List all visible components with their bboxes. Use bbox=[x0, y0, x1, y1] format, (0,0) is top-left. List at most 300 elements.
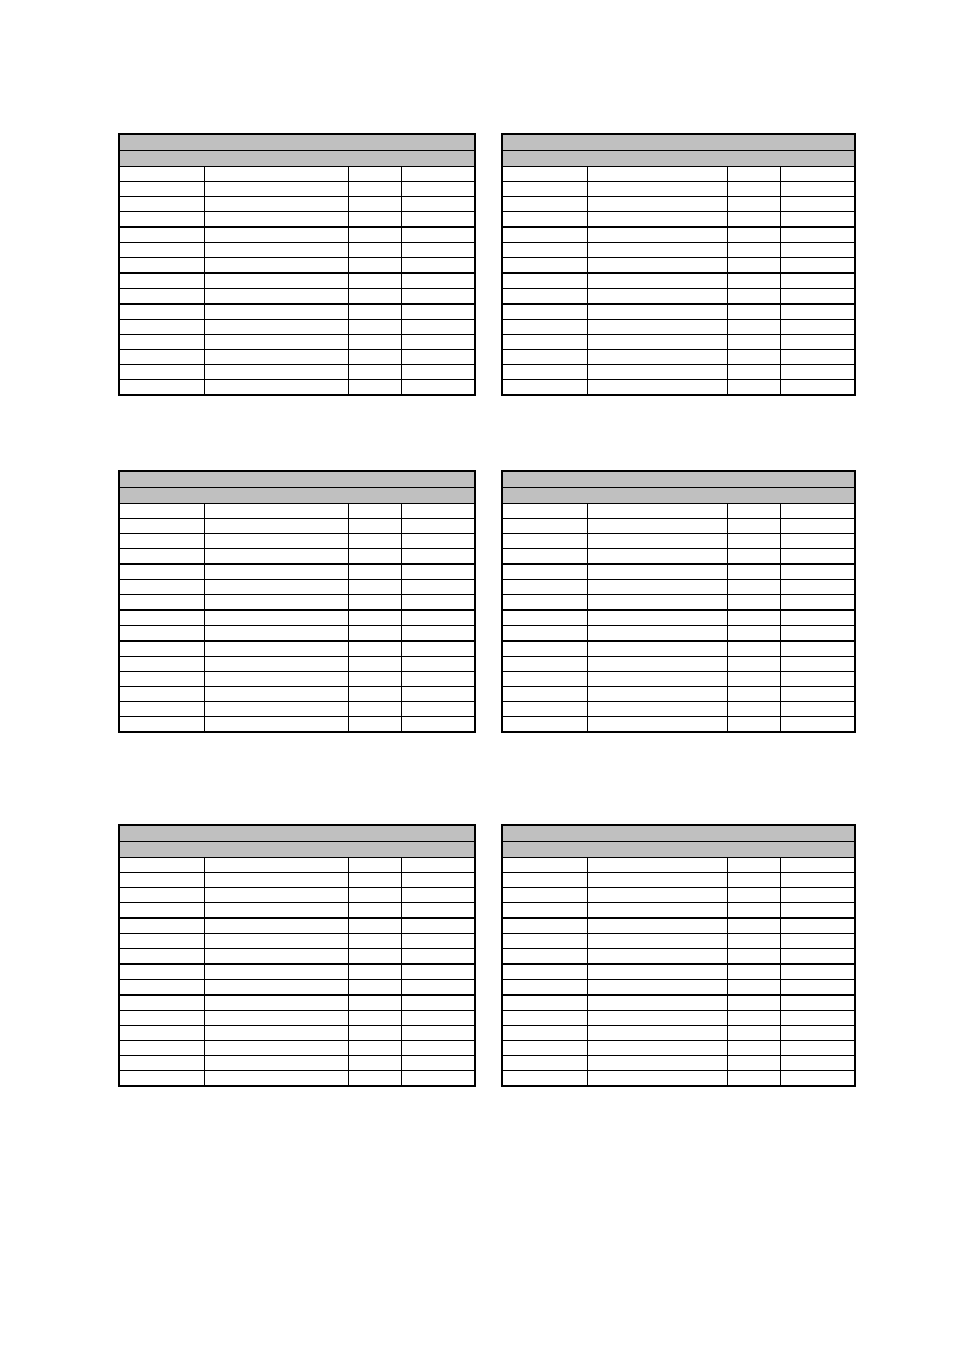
header-row bbox=[119, 504, 475, 519]
column-header bbox=[348, 504, 401, 519]
table-cell bbox=[587, 1041, 727, 1056]
table-row bbox=[502, 258, 855, 274]
table-cell bbox=[204, 934, 348, 949]
table-cell bbox=[587, 903, 727, 919]
table-cell bbox=[401, 258, 475, 274]
table-cell bbox=[119, 243, 204, 258]
table-row bbox=[119, 1041, 475, 1056]
table-cell bbox=[348, 304, 401, 320]
table-cell bbox=[587, 995, 727, 1011]
column-header bbox=[401, 504, 475, 519]
table-cell bbox=[401, 1011, 475, 1026]
table-row bbox=[119, 610, 475, 626]
table-cell bbox=[502, 873, 587, 888]
table-cell bbox=[587, 964, 727, 980]
table-cell bbox=[119, 995, 204, 1011]
table-cell bbox=[780, 657, 855, 672]
data-table bbox=[118, 824, 476, 1087]
table-cell bbox=[348, 549, 401, 565]
table-cell bbox=[348, 873, 401, 888]
table-cell bbox=[502, 320, 587, 335]
table-row bbox=[502, 980, 855, 996]
table-cell bbox=[780, 1071, 855, 1087]
table-cell bbox=[780, 197, 855, 212]
table-cell bbox=[780, 304, 855, 320]
table-cell bbox=[401, 212, 475, 228]
table-cell bbox=[502, 519, 587, 534]
table-subtitle bbox=[119, 488, 475, 504]
table-cell bbox=[780, 227, 855, 243]
table-cell bbox=[727, 702, 780, 717]
table-cell bbox=[502, 964, 587, 980]
column-header bbox=[727, 858, 780, 873]
table-cell bbox=[587, 564, 727, 580]
column-header bbox=[204, 858, 348, 873]
table-cell bbox=[502, 610, 587, 626]
table-cell bbox=[587, 934, 727, 949]
table-row bbox=[119, 212, 475, 228]
table-cell bbox=[348, 964, 401, 980]
table-cell bbox=[204, 534, 348, 549]
table-cell bbox=[727, 243, 780, 258]
table-cell bbox=[502, 273, 587, 289]
table-row bbox=[119, 918, 475, 934]
table-cell bbox=[502, 903, 587, 919]
table-cell bbox=[401, 657, 475, 672]
table-row bbox=[119, 1056, 475, 1071]
table-cell bbox=[727, 964, 780, 980]
table-cell bbox=[119, 258, 204, 274]
table-cell bbox=[727, 934, 780, 949]
data-table bbox=[501, 470, 856, 733]
table-cell bbox=[204, 903, 348, 919]
table-cell bbox=[727, 350, 780, 365]
table-cell bbox=[780, 564, 855, 580]
column-header bbox=[780, 504, 855, 519]
table-cell bbox=[587, 212, 727, 228]
table-cell bbox=[502, 365, 587, 380]
table-title bbox=[502, 825, 855, 842]
table-cell bbox=[119, 1026, 204, 1041]
table-title bbox=[502, 134, 855, 151]
table-cell bbox=[587, 626, 727, 642]
table-cell bbox=[780, 534, 855, 549]
column-header bbox=[587, 504, 727, 519]
table-cell bbox=[348, 918, 401, 934]
table-cell bbox=[587, 610, 727, 626]
table-cell bbox=[119, 964, 204, 980]
table-cell bbox=[780, 873, 855, 888]
table-row bbox=[119, 595, 475, 611]
table-row bbox=[119, 964, 475, 980]
table-cell bbox=[119, 717, 204, 733]
table-cell bbox=[348, 320, 401, 335]
table-row bbox=[502, 365, 855, 380]
table-cell bbox=[780, 1026, 855, 1041]
table-cell bbox=[502, 182, 587, 197]
table-cell bbox=[204, 350, 348, 365]
data-table bbox=[118, 470, 476, 733]
table-cell bbox=[204, 212, 348, 228]
table-cell bbox=[587, 182, 727, 197]
table-subtitle bbox=[502, 488, 855, 504]
table-cell bbox=[401, 949, 475, 965]
table-cell bbox=[780, 888, 855, 903]
table-cell bbox=[204, 626, 348, 642]
table-cell bbox=[204, 258, 348, 274]
table-cell bbox=[348, 903, 401, 919]
table-row bbox=[502, 380, 855, 396]
table-cell bbox=[780, 1056, 855, 1071]
table-row bbox=[119, 873, 475, 888]
table-subtitle bbox=[502, 842, 855, 858]
table-row bbox=[502, 534, 855, 549]
table-cell bbox=[401, 580, 475, 595]
table-cell bbox=[727, 672, 780, 687]
table-cell bbox=[780, 964, 855, 980]
table-subtitle bbox=[119, 842, 475, 858]
table-cell bbox=[502, 212, 587, 228]
table-cell bbox=[780, 949, 855, 965]
table-cell bbox=[401, 980, 475, 996]
table-cell bbox=[204, 657, 348, 672]
table-cell bbox=[587, 580, 727, 595]
table-cell bbox=[502, 1071, 587, 1087]
table-cell bbox=[587, 519, 727, 534]
table-cell bbox=[727, 1056, 780, 1071]
table-cell bbox=[502, 980, 587, 996]
table-cell bbox=[348, 258, 401, 274]
table-cell bbox=[502, 918, 587, 934]
table-cell bbox=[780, 380, 855, 396]
table-row bbox=[502, 903, 855, 919]
table-cell bbox=[727, 564, 780, 580]
table-cell bbox=[401, 717, 475, 733]
table-cell bbox=[502, 595, 587, 611]
table-cell bbox=[587, 258, 727, 274]
table-cell bbox=[119, 687, 204, 702]
table-cell bbox=[727, 182, 780, 197]
table-cell bbox=[502, 243, 587, 258]
table-cell bbox=[204, 243, 348, 258]
table-cell bbox=[502, 564, 587, 580]
table-cell bbox=[780, 1011, 855, 1026]
table-cell bbox=[502, 1041, 587, 1056]
table-cell bbox=[401, 335, 475, 350]
table-cell bbox=[119, 610, 204, 626]
table-cell bbox=[401, 365, 475, 380]
table-cell bbox=[401, 873, 475, 888]
table-cell bbox=[587, 1011, 727, 1026]
table-cell bbox=[727, 641, 780, 657]
table-cell bbox=[119, 273, 204, 289]
table-row bbox=[119, 304, 475, 320]
table-cell bbox=[502, 949, 587, 965]
table-cell bbox=[348, 1026, 401, 1041]
table-cell bbox=[204, 995, 348, 1011]
table-cell bbox=[119, 227, 204, 243]
table-cell bbox=[502, 672, 587, 687]
table-cell bbox=[348, 934, 401, 949]
table-cell bbox=[780, 273, 855, 289]
table-cell bbox=[348, 289, 401, 305]
table-cell bbox=[348, 227, 401, 243]
table-cell bbox=[587, 1056, 727, 1071]
table-row bbox=[119, 717, 475, 733]
table-row bbox=[502, 918, 855, 934]
table-row bbox=[502, 610, 855, 626]
table-cell bbox=[204, 1026, 348, 1041]
table-cell bbox=[204, 672, 348, 687]
table-cell bbox=[119, 519, 204, 534]
table-cell bbox=[401, 934, 475, 949]
table-cell bbox=[348, 1041, 401, 1056]
table-cell bbox=[780, 580, 855, 595]
table-row bbox=[502, 717, 855, 733]
table-cell bbox=[727, 258, 780, 274]
header-row bbox=[502, 858, 855, 873]
table-row bbox=[119, 888, 475, 903]
table-row bbox=[119, 350, 475, 365]
table-cell bbox=[119, 934, 204, 949]
table-cell bbox=[119, 212, 204, 228]
table-cell bbox=[348, 1071, 401, 1087]
table-cell bbox=[204, 687, 348, 702]
data-table bbox=[118, 133, 476, 396]
table-cell bbox=[348, 380, 401, 396]
table-cell bbox=[348, 672, 401, 687]
table-cell bbox=[119, 657, 204, 672]
table-cell bbox=[780, 702, 855, 717]
table-cell bbox=[727, 197, 780, 212]
table-cell bbox=[204, 702, 348, 717]
column-header bbox=[348, 167, 401, 182]
table-row bbox=[502, 212, 855, 228]
table-cell bbox=[780, 903, 855, 919]
table-row bbox=[119, 672, 475, 687]
table-row bbox=[502, 519, 855, 534]
table-row bbox=[119, 289, 475, 305]
table-cell bbox=[502, 702, 587, 717]
table-cell bbox=[119, 304, 204, 320]
table-cell bbox=[119, 1056, 204, 1071]
table-cell bbox=[348, 365, 401, 380]
table-row bbox=[502, 626, 855, 642]
table-cell bbox=[401, 549, 475, 565]
table-cell bbox=[780, 258, 855, 274]
table-cell bbox=[204, 595, 348, 611]
table-cell bbox=[502, 335, 587, 350]
table-cell bbox=[727, 610, 780, 626]
table-row bbox=[502, 580, 855, 595]
table-row bbox=[502, 289, 855, 305]
table-cell bbox=[587, 243, 727, 258]
column-header bbox=[587, 858, 727, 873]
table-cell bbox=[587, 335, 727, 350]
table-cell bbox=[348, 243, 401, 258]
table-cell bbox=[119, 949, 204, 965]
table-cell bbox=[780, 243, 855, 258]
table-cell bbox=[727, 380, 780, 396]
table-cell bbox=[780, 350, 855, 365]
table-cell bbox=[119, 580, 204, 595]
table-title bbox=[119, 825, 475, 842]
table-cell bbox=[727, 227, 780, 243]
table-cell bbox=[401, 888, 475, 903]
table-cell bbox=[204, 335, 348, 350]
table-cell bbox=[348, 980, 401, 996]
table-cell bbox=[727, 717, 780, 733]
table-cell bbox=[780, 918, 855, 934]
column-header bbox=[502, 167, 587, 182]
table-cell bbox=[780, 289, 855, 305]
table-cell bbox=[780, 626, 855, 642]
table-cell bbox=[204, 980, 348, 996]
table-cell bbox=[780, 549, 855, 565]
table-cell bbox=[587, 350, 727, 365]
table-cell bbox=[401, 964, 475, 980]
table-cell bbox=[401, 595, 475, 611]
table-cell bbox=[587, 534, 727, 549]
table-cell bbox=[348, 657, 401, 672]
table-row bbox=[119, 1071, 475, 1087]
table-cell bbox=[119, 980, 204, 996]
table-row bbox=[502, 657, 855, 672]
table-row bbox=[119, 534, 475, 549]
table-row bbox=[119, 564, 475, 580]
table-cell bbox=[401, 626, 475, 642]
table-cell bbox=[727, 534, 780, 549]
table-cell bbox=[119, 903, 204, 919]
table-cell bbox=[204, 873, 348, 888]
table-cell bbox=[401, 903, 475, 919]
table-cell bbox=[119, 626, 204, 642]
table-cell bbox=[401, 702, 475, 717]
table-cell bbox=[348, 212, 401, 228]
table-cell bbox=[401, 534, 475, 549]
table-cell bbox=[780, 519, 855, 534]
table-cell bbox=[502, 687, 587, 702]
table-row bbox=[119, 657, 475, 672]
table-cell bbox=[727, 980, 780, 996]
table-row bbox=[119, 949, 475, 965]
table-cell bbox=[119, 335, 204, 350]
table-cell bbox=[587, 549, 727, 565]
table-row bbox=[502, 964, 855, 980]
table-cell bbox=[401, 1026, 475, 1041]
table-cell bbox=[502, 304, 587, 320]
table-row bbox=[119, 197, 475, 212]
table-cell bbox=[119, 564, 204, 580]
table-cell bbox=[119, 365, 204, 380]
table-row bbox=[119, 519, 475, 534]
table-row bbox=[502, 320, 855, 335]
table-cell bbox=[727, 273, 780, 289]
table-cell bbox=[587, 227, 727, 243]
table-cell bbox=[348, 949, 401, 965]
column-header bbox=[348, 858, 401, 873]
table-cell bbox=[587, 873, 727, 888]
table-cell bbox=[204, 964, 348, 980]
table-cell bbox=[348, 641, 401, 657]
column-header bbox=[502, 858, 587, 873]
column-header bbox=[119, 167, 204, 182]
table-row bbox=[502, 641, 855, 657]
table-row bbox=[502, 304, 855, 320]
table-cell bbox=[727, 687, 780, 702]
table-row bbox=[502, 227, 855, 243]
table-cell bbox=[348, 273, 401, 289]
table-cell bbox=[401, 320, 475, 335]
table-cell bbox=[204, 1071, 348, 1087]
table-title bbox=[119, 134, 475, 151]
table-row bbox=[502, 182, 855, 197]
table-cell bbox=[119, 289, 204, 305]
table-row bbox=[119, 365, 475, 380]
table-row bbox=[502, 1056, 855, 1071]
column-header bbox=[780, 167, 855, 182]
column-header bbox=[401, 858, 475, 873]
table-cell bbox=[401, 687, 475, 702]
table-cell bbox=[587, 320, 727, 335]
table-cell bbox=[727, 289, 780, 305]
table-row bbox=[502, 243, 855, 258]
data-table bbox=[501, 133, 856, 396]
table-cell bbox=[204, 641, 348, 657]
table-cell bbox=[348, 626, 401, 642]
table-row bbox=[119, 549, 475, 565]
table-cell bbox=[401, 672, 475, 687]
table-row bbox=[502, 702, 855, 717]
column-header bbox=[204, 504, 348, 519]
table-cell bbox=[727, 1026, 780, 1041]
table-cell bbox=[204, 949, 348, 965]
table-cell bbox=[727, 888, 780, 903]
table-cell bbox=[119, 1011, 204, 1026]
table-cell bbox=[587, 365, 727, 380]
table-row bbox=[119, 687, 475, 702]
table-cell bbox=[727, 918, 780, 934]
table-cell bbox=[727, 519, 780, 534]
table-cell bbox=[587, 273, 727, 289]
table-cell bbox=[587, 980, 727, 996]
table-cell bbox=[119, 534, 204, 549]
table-cell bbox=[502, 626, 587, 642]
table-cell bbox=[401, 273, 475, 289]
table-cell bbox=[348, 564, 401, 580]
table-row bbox=[502, 995, 855, 1011]
table-cell bbox=[502, 934, 587, 949]
table-row bbox=[502, 273, 855, 289]
table-cell bbox=[204, 610, 348, 626]
table-cell bbox=[727, 873, 780, 888]
table-cell bbox=[587, 595, 727, 611]
table-row bbox=[119, 243, 475, 258]
column-header bbox=[727, 504, 780, 519]
header-row bbox=[119, 167, 475, 182]
table-cell bbox=[204, 320, 348, 335]
table-row bbox=[502, 672, 855, 687]
table-cell bbox=[401, 350, 475, 365]
table-row bbox=[502, 1041, 855, 1056]
table-cell bbox=[727, 995, 780, 1011]
table-cell bbox=[780, 641, 855, 657]
table-cell bbox=[727, 1071, 780, 1087]
table-cell bbox=[502, 1026, 587, 1041]
table-cell bbox=[780, 934, 855, 949]
table-cell bbox=[119, 1041, 204, 1056]
header-row bbox=[502, 504, 855, 519]
